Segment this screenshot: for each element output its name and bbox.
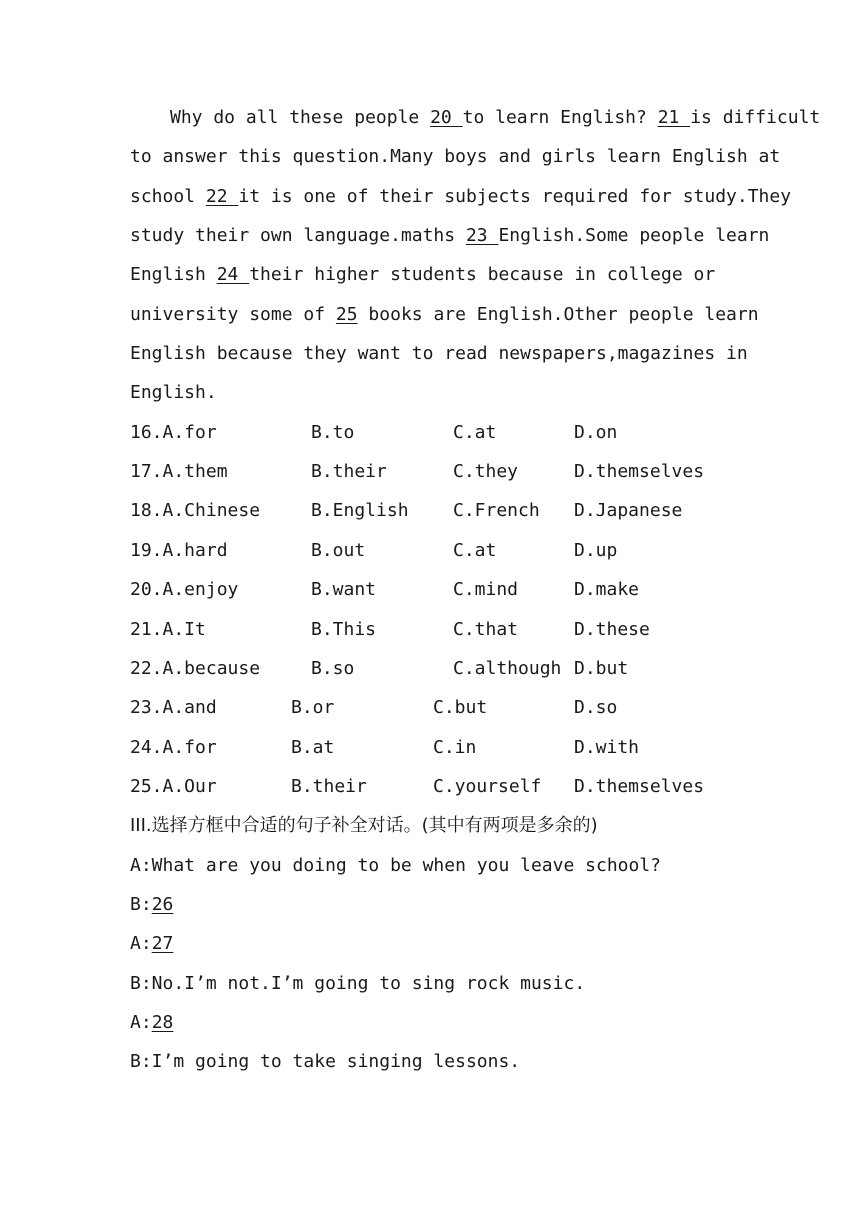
- question-21-option-b: B.This: [311, 619, 377, 640]
- dialogue-line-1: A:What are you doing to be when you leave school?: [130, 855, 662, 876]
- blank-23: 23: [465, 225, 499, 246]
- question-25-option-a: 25.A.Our: [130, 776, 217, 797]
- question-16-option-a: 16.A.for: [130, 422, 217, 443]
- passage-text: is difficult: [690, 107, 821, 128]
- question-20-option-b: B.want: [311, 579, 377, 600]
- blank-24: 24: [216, 264, 250, 285]
- question-21-option-c: C.that: [453, 619, 519, 640]
- question-16-option-b: B.to: [311, 422, 355, 443]
- passage-text: it is one of their subjects required for study.They: [238, 186, 792, 207]
- question-24-option-d: D.with: [574, 737, 640, 758]
- blank-25: 25: [335, 304, 358, 325]
- passage-line-8: English.: [130, 382, 217, 403]
- dialogue-line-2: [130, 894, 173, 916]
- question-23-option-a: 23.A.and: [130, 697, 217, 718]
- blank-26: 26: [151, 894, 174, 915]
- question-23-option-b: B.or: [291, 697, 335, 718]
- question-17-option-c: C.they: [453, 461, 519, 482]
- dialogue-line-5: [130, 1012, 173, 1034]
- question-19-option-a: 19.A.hard: [130, 540, 228, 561]
- blank-21: 21: [657, 107, 691, 128]
- passage-line-1: [170, 107, 820, 129]
- passage-line-6: [130, 304, 759, 326]
- passage-text: their higher students because in college or: [249, 264, 716, 285]
- question-23-option-d: D.so: [574, 697, 618, 718]
- passage-text: English.Some people learn: [498, 225, 770, 246]
- question-24-option-c: C.in: [433, 737, 477, 758]
- passage-line-3: [130, 186, 791, 208]
- question-19-option-b: B.out: [311, 540, 366, 561]
- question-16-option-c: C.at: [453, 422, 497, 443]
- question-17-option-d: D.themselves: [574, 461, 705, 482]
- question-18-option-b: B.English: [311, 500, 409, 521]
- question-22-option-b: B.so: [311, 658, 355, 679]
- section-3-heading: III.选择方框中合适的句子补全对话。(其中有两项是多余的): [130, 815, 598, 836]
- blank-20: 20: [430, 107, 463, 128]
- passage-text: to learn English?: [462, 107, 658, 128]
- question-21-option-d: D.these: [574, 619, 650, 640]
- question-22-option-c: C.although: [453, 658, 562, 679]
- question-17-option-b: B.their: [311, 461, 387, 482]
- speaker-label: A:: [130, 1012, 152, 1033]
- question-24-option-a: 24.A.for: [130, 737, 217, 758]
- question-25-option-b: B.their: [291, 776, 367, 797]
- dialogue-line-6: B:I’m going to take singing lessons.: [130, 1051, 521, 1072]
- dialogue-line-4: B:No.I’m not.I’m going to sing rock music.: [130, 973, 586, 994]
- passage-text: university some of: [130, 304, 336, 325]
- question-19-option-d: D.up: [574, 540, 618, 561]
- passage-text: school: [130, 186, 206, 207]
- question-17-option-a: 17.A.them: [130, 461, 228, 482]
- passage-text: books are English.Other people learn: [357, 304, 759, 325]
- passage-line-4: [130, 225, 769, 247]
- question-22-option-d: D.but: [574, 658, 629, 679]
- blank-28: 28: [151, 1012, 174, 1033]
- passage-line-2: to answer this question.Many boys and girls learn English at: [130, 146, 781, 167]
- speaker-label: A:: [130, 933, 152, 954]
- question-18-option-c: C.French: [453, 500, 540, 521]
- question-22-option-a: 22.A.because: [130, 658, 261, 679]
- question-20-option-a: 20.A.enjoy: [130, 579, 239, 600]
- question-25-option-c: C.yourself: [433, 776, 542, 797]
- passage-text: English: [130, 264, 217, 285]
- question-23-option-c: C.but: [433, 697, 488, 718]
- passage-line-7: English because they want to read newspapers,magazines in: [130, 343, 748, 364]
- dialogue-line-3: [130, 933, 173, 955]
- question-18-option-a: 18.A.Chinese: [130, 500, 261, 521]
- question-18-option-d: D.Japanese: [574, 500, 683, 521]
- question-25-option-d: D.themselves: [574, 776, 705, 797]
- passage-text: study their own language.maths: [130, 225, 466, 246]
- blank-22: 22: [205, 186, 239, 207]
- question-24-option-b: B.at: [291, 737, 335, 758]
- question-20-option-c: C.mind: [453, 579, 519, 600]
- passage-text: Why do all these people: [170, 107, 431, 128]
- blank-27: 27: [151, 933, 174, 954]
- question-16-option-d: D.on: [574, 422, 618, 443]
- speaker-label: B:: [130, 894, 152, 915]
- passage-line-5: [130, 264, 715, 286]
- question-20-option-d: D.make: [574, 579, 640, 600]
- question-21-option-a: 21.A.It: [130, 619, 206, 640]
- question-19-option-c: C.at: [453, 540, 497, 561]
